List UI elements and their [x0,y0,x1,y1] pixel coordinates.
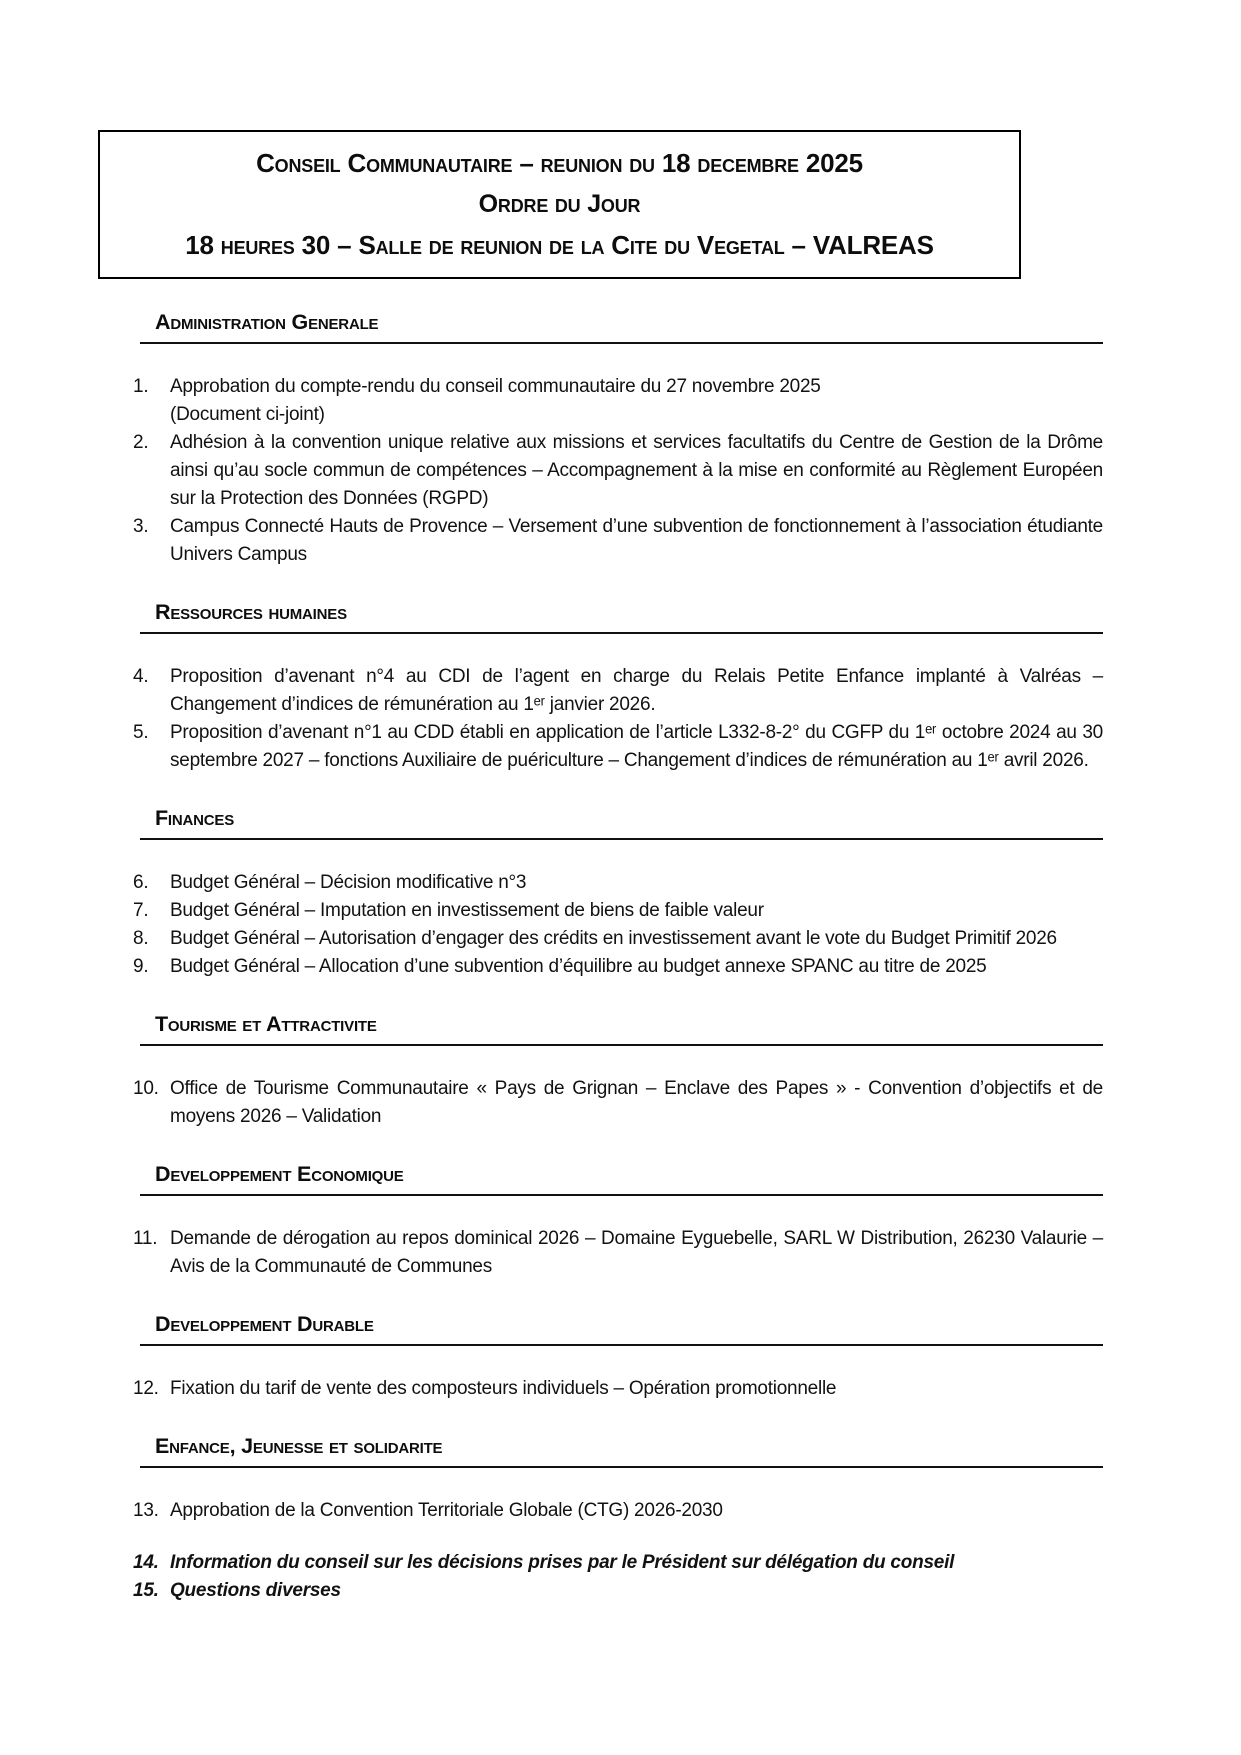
item-text: Office de Tourisme Communautaire « Pays de Grignan – Enclave des Papes » - Convention d’objectifs et de moyens 2026 – Validation [170,1078,1103,1127]
item-number: 7. [133,900,149,921]
agenda-item-14 [133,1549,1103,1577]
item-text-line-2: (Document ci-joint) [170,404,325,425]
item-number: 12. [133,1378,159,1399]
agenda-item-11 [133,1225,1103,1281]
agenda-item-15 [133,1577,1103,1605]
agenda-item-12 [133,1375,1103,1403]
agenda-item-8 [133,925,1103,953]
item-text: Campus Connecté Hauts de Provence – Versement d’une subvention de fonctionnement à l’association étudiante Univers Campus [170,516,1103,565]
item-number: 9. [133,956,149,977]
section-title: Developpement Durable [155,1312,374,1336]
section-title: Ressources humaines [155,600,347,624]
section-title: Administration Generale [155,310,379,334]
item-number: 10. [133,1078,159,1099]
item-number: 8. [133,928,149,949]
agenda-item-4 [133,663,1103,719]
section-heading-enfance-jeunesse-et-solidarite [140,1434,1103,1468]
item-number: 15. [133,1580,159,1601]
header-subtitle: Ordre du Jour [478,190,641,218]
header-time-location: 18 heures 30 – Salle de reunion de la Cite du Vegetal – VALREAS [185,230,934,260]
item-text: Adhésion à la convention unique relative aux missions et services facultatifs du Centre de Gestion de la Drôme ainsi qu’au socle commun de compétences – Accompagnement à la mise en conformité au Règlement Européen sur la Protection des Données (RGPD) [170,432,1103,509]
section-heading-administration-generale [140,310,1103,344]
item-number: 6. [133,872,149,893]
section-title: Enfance, Jeunesse et solidarite [155,1434,443,1458]
item-number: 11. [133,1228,158,1249]
item-number: 4. [133,666,149,687]
item-text: Budget Général – Autorisation d’engager des crédits en investissement avant le vote du Budget Primitif 2026 [170,928,1057,949]
item-number: 2. [133,432,149,453]
item-text: Budget Général – Décision modificative n°3 [170,872,527,893]
item-text: Budget Général – Allocation d’une subvention d’équilibre au budget annexe SPANC au titre de 2025 [170,956,987,977]
item-text: Approbation de la Convention Territoriale Globale (CTG) 2026-2030 [170,1500,723,1521]
item-text-line-1: Approbation du compte-rendu du conseil communautaire du 27 novembre 2025 [170,376,821,397]
section-title: Tourisme et Attractivite [155,1012,377,1036]
section-heading-developpement-durable [140,1312,1103,1346]
agenda-item-13 [133,1497,1103,1525]
item-number: 3. [133,516,149,537]
item-text: Proposition d’avenant n°4 au CDI de l’agent en charge du Relais Petite Enfance implanté à Valréas – Changement d’indices de rémunération au 1ᵉʳ janvier 2026. [170,666,1103,715]
section-heading-finances [140,806,1103,840]
closing-items [133,1549,1103,1605]
item-number: 13. [133,1500,159,1521]
item-text [170,373,1103,429]
agenda-item-1 [133,373,1103,429]
agenda-item-5 [133,719,1103,775]
agenda-item-9 [133,953,1103,981]
item-text: Questions diverses [170,1580,341,1601]
agenda-item-2 [133,429,1103,513]
section-heading-ressources-humaines [140,600,1103,634]
item-text: Fixation du tarif de vente des composteurs individuels – Opération promotionnelle [170,1378,837,1399]
header-title: Conseil Communautaire – reunion du 18 decembre 2025 [256,148,863,178]
agenda-item-10 [133,1075,1103,1131]
agenda-item-6 [133,869,1103,897]
section-heading-developpement-economique [140,1162,1103,1196]
document-header-box [98,130,1021,279]
agenda-item-7 [133,897,1103,925]
section-title: Developpement Economique [155,1162,404,1186]
item-number: 14. [133,1552,159,1573]
item-number: 1. [133,376,149,397]
section-title: Finances [155,806,235,830]
item-text: Information du conseil sur les décisions prises par le Président sur délégation du conseil [170,1552,955,1573]
agenda-item-3 [133,513,1103,569]
item-number: 5. [133,722,149,743]
item-text: Proposition d’avenant n°1 au CDD établi en application de l’article L332-8-2° du CGFP du 1ᵉʳ octobre 2024 au 30 septembre 2027 – fonctions Auxiliaire de puériculture – Changement d’indices de rémunération au 1ᵉʳ avril 2026. [170,722,1103,771]
section-heading-tourisme-et-attractivite [140,1012,1103,1046]
item-text: Demande de dérogation au repos dominical 2026 – Domaine Eyguebelle, SARL W Distribution, 26230 Valaurie – Avis de la Communauté de Communes [170,1228,1103,1277]
item-text: Budget Général – Imputation en investissement de biens de faible valeur [170,900,764,921]
